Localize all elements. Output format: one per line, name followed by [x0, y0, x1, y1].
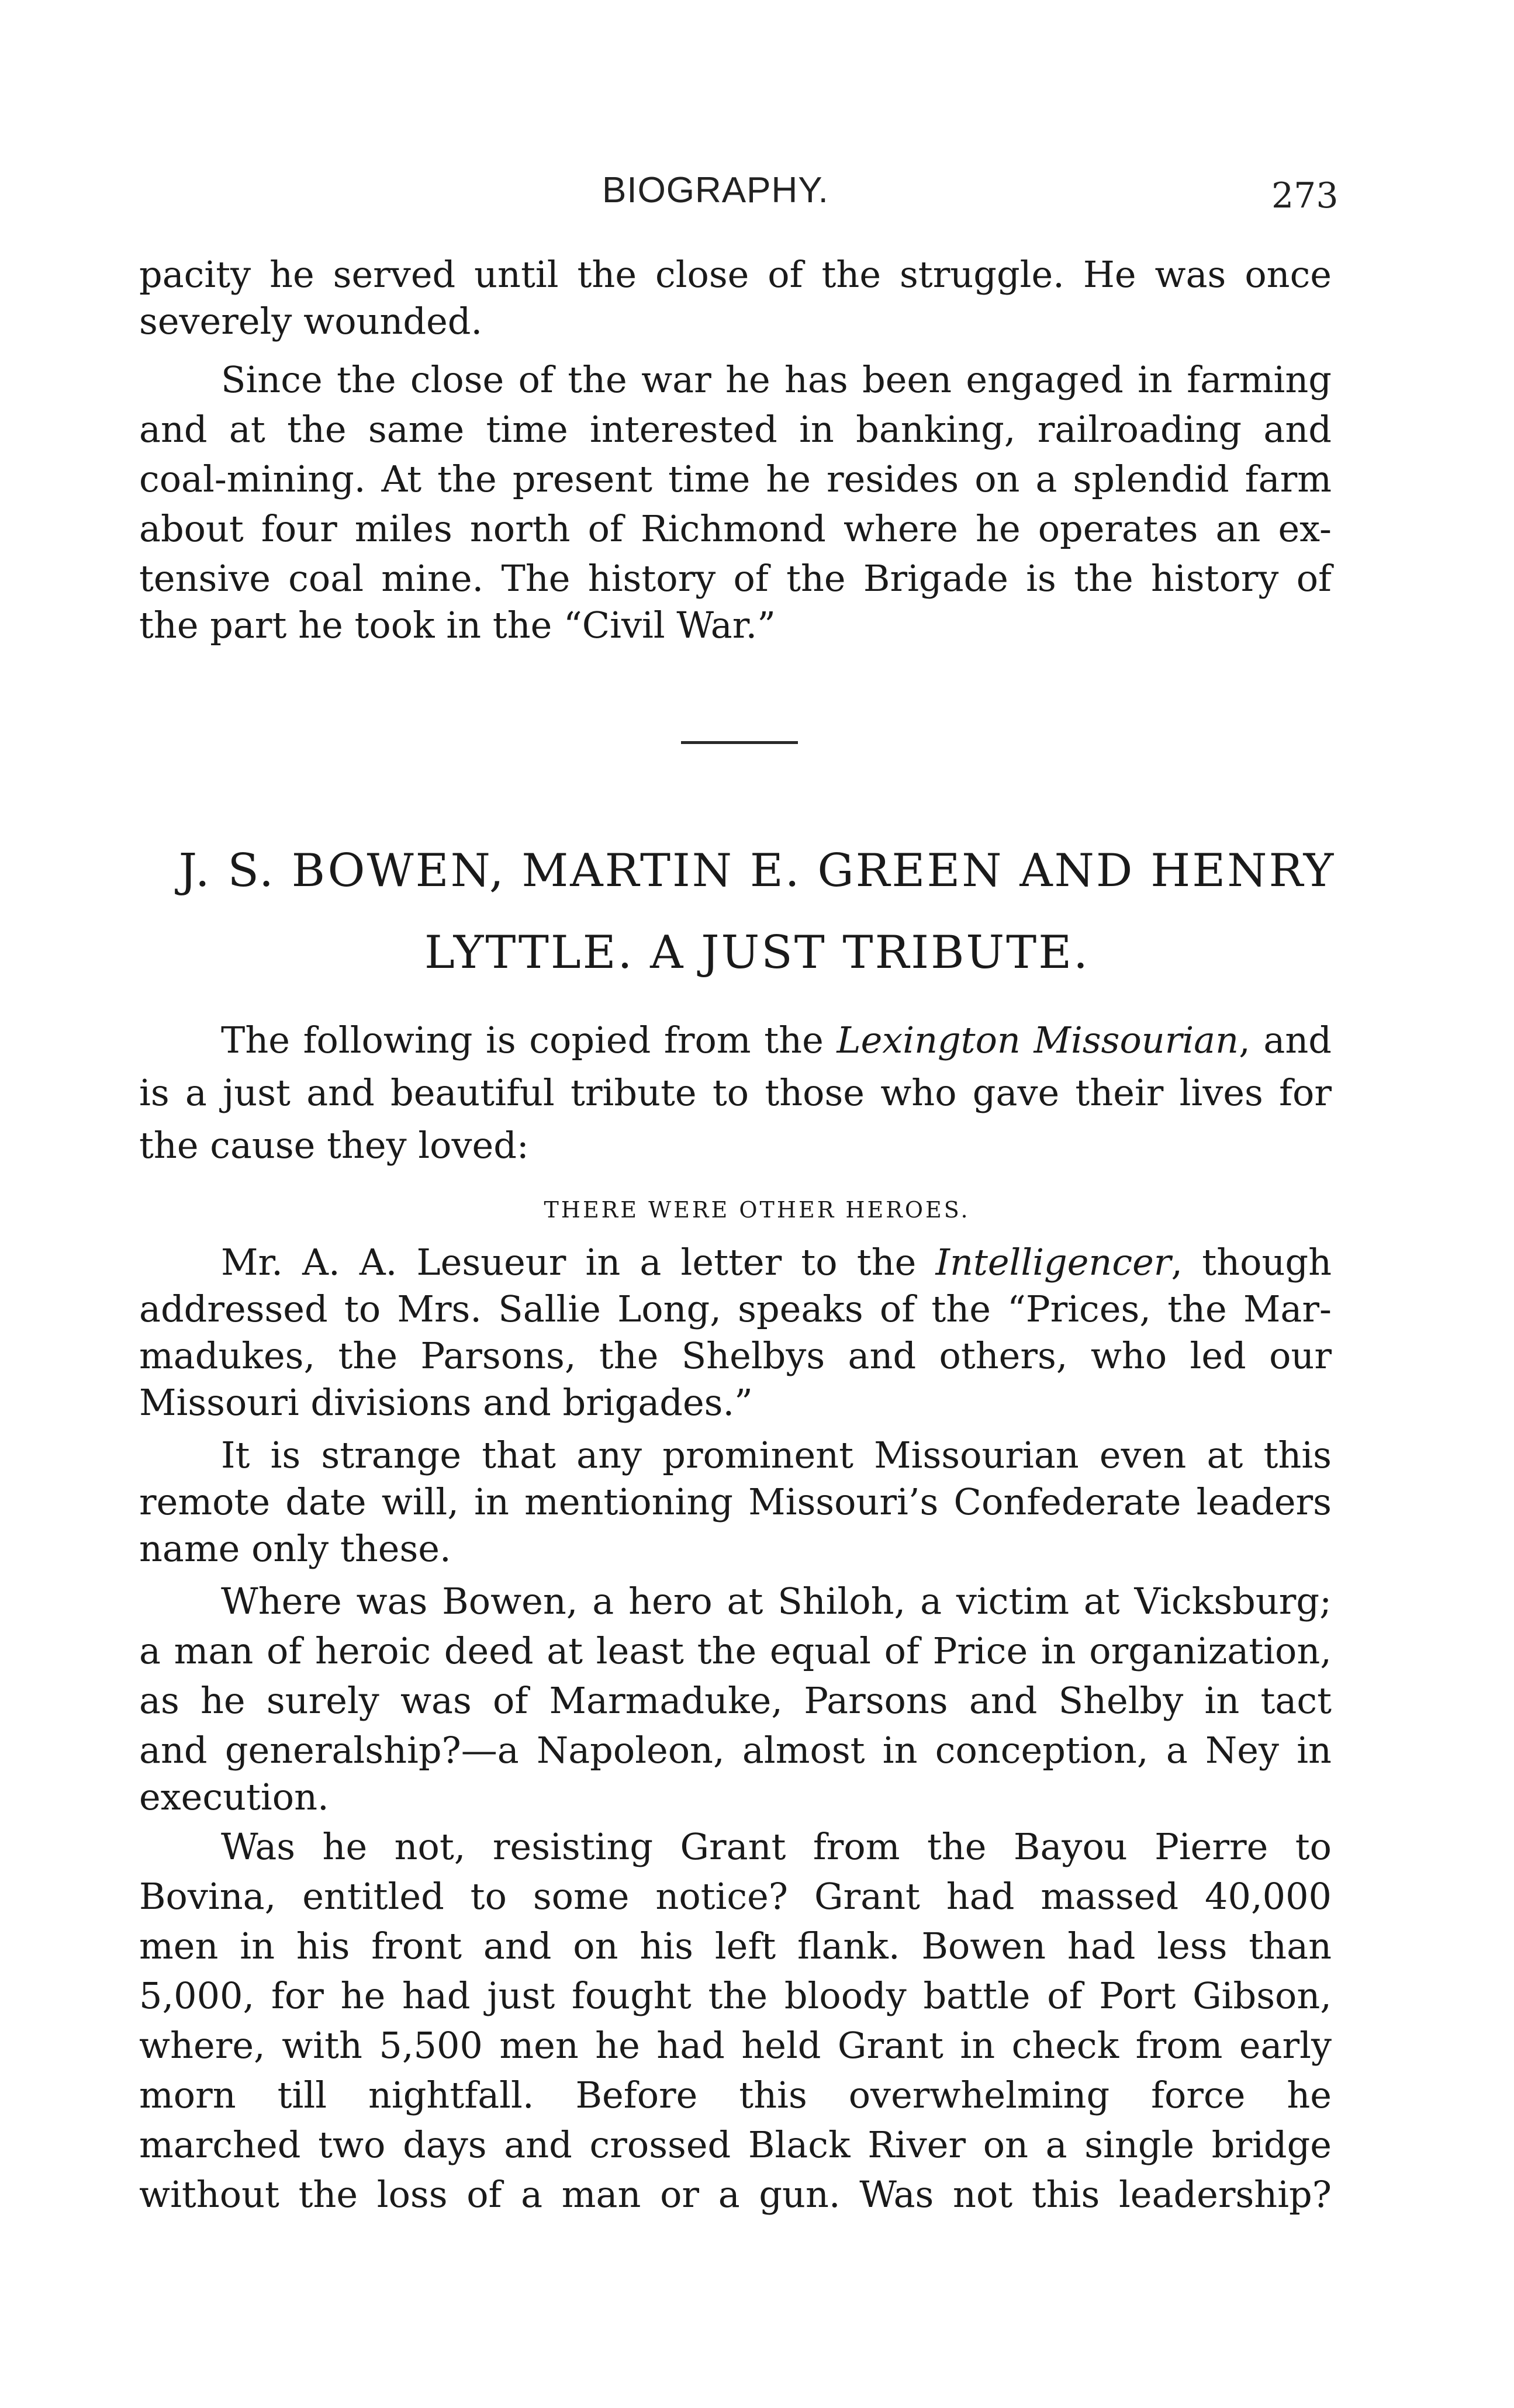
text-line: execution.: [139, 1776, 329, 1818]
subheading: THERE WERE OTHER HEROES.: [544, 1197, 970, 1223]
text-line: about four miles north of Richmond where he operates an ex-: [139, 507, 1332, 550]
text-line: Missouri divisions and brigades.”: [139, 1381, 753, 1424]
text-line: men in his front and on his left flank. Bowen had less than: [139, 1925, 1332, 1967]
text-run: The following is copied from the: [221, 1019, 837, 1061]
text-line: and at the same time interested in banking, railroading and: [139, 408, 1332, 451]
intro-line: is a just and beautiful tribute to those who gave their lives for: [139, 1071, 1332, 1114]
page-number: 273: [1271, 175, 1339, 216]
text-line: a man of heroic deed at least the equal of Price in organization,: [139, 1629, 1332, 1672]
text-line: as he surely was of Marmaduke, Parsons and Shelby in tact: [139, 1679, 1332, 1722]
publication-name: Intelligencer: [935, 1241, 1171, 1283]
text-line: [139, 1239, 1332, 1286]
text-line: name only these.: [139, 1527, 451, 1570]
text-line: morn till nightfall. Before this overwhelming force he: [139, 2074, 1332, 2116]
text-run: Mr. A. A. Lesueur in a letter to the: [221, 1241, 936, 1283]
intro-line: the cause they loved:: [139, 1124, 529, 1167]
publication-name: Lexington Missourian: [836, 1019, 1239, 1061]
text-line: pacity he served until the close of the struggle. He was once: [139, 253, 1332, 296]
text-line: addressed to Mrs. Sallie Long, speaks of the “Prices, the Mar-: [139, 1288, 1332, 1330]
text-line: Where was Bowen, a hero at Shiloh, a victim at Vicksburg;: [221, 1580, 1332, 1622]
text-line: madukes, the Parsons, the Shelbys and others, who led our: [139, 1334, 1332, 1377]
text-line: 5,000, for he had just fought the bloody battle of Port Gibson,: [139, 1974, 1332, 2017]
intro-line: [139, 1017, 1332, 1064]
running-head: [0, 169, 1514, 216]
text-line: Since the close of the war he has been engaged in farming: [221, 358, 1332, 401]
text-line: remote date will, in mentioning Missouri’s Confederate leaders: [139, 1480, 1332, 1523]
text-line: and generalship?—a Napoleon, almost in conception, a Ney in: [139, 1729, 1332, 1772]
text-line: marched two days and crossed Black River on a single bridge: [139, 2123, 1332, 2166]
section-title-line: J. S. BOWEN, MARTIN E. GREEN AND HENRY: [178, 845, 1336, 897]
text-line: coal-mining. At the present time he resides on a splendid farm: [139, 458, 1332, 500]
text-run: , though: [1171, 1241, 1332, 1283]
text-line: Was he not, resisting Grant from the Bayou Pierre to: [221, 1825, 1332, 1868]
text-line: It is strange that any prominent Missourian even at this: [221, 1434, 1332, 1476]
text-line: where, with 5,500 men he had held Grant in check from early: [139, 2024, 1332, 2067]
text-line: without the loss of a man or a gun. Was not this leadership?: [139, 2173, 1332, 2216]
section-divider: [681, 741, 798, 744]
text-run: , and: [1239, 1019, 1332, 1061]
text-line: tensive coal mine. The history of the Brigade is the history of: [139, 557, 1332, 600]
text-line: severely wounded.: [139, 300, 483, 342]
text-line: the part he took in the “Civil War.”: [139, 604, 776, 646]
text-line: Bovina, entitled to some notice? Grant had massed 40,000: [139, 1875, 1332, 1918]
running-title: BIOGRAPHY.: [602, 170, 829, 210]
section-title-line: LYTTLE. A JUST TRIBUTE.: [424, 926, 1090, 979]
